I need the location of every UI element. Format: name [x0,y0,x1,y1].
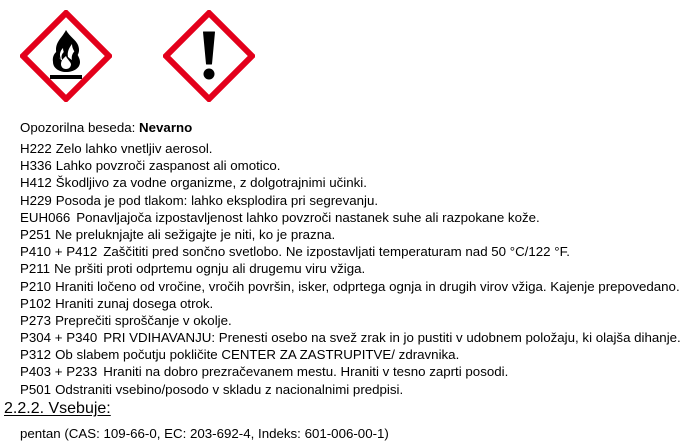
statement-code: P210 [20,278,52,294]
statement-text: PRI VDIHAVANJU: Prenesti osebo na svež zrak in jo pustiti v udobnem položaju, ki olajša dihanje. [103,330,681,346]
signal-word-value: Nevarno [139,120,193,135]
statement-row [20,363,681,380]
statement-code: H412 [20,175,52,191]
hazard-precautionary-statements [20,140,681,398]
statement-code: P403 + P233 [20,364,98,380]
statement-row [20,329,681,346]
statement-text: Škodljivo za vodne organizme, z dolgotrajnimi učinki. [55,175,367,191]
statement-code: P312 [20,347,52,363]
statement-row [20,346,681,363]
statement-text: Zaščititi pred sončno svetlobo. Ne izpostavljati temperaturam nad 50 °C/122 °F. [103,244,570,260]
statement-text: Ob slabem počutju pokličite CENTER ZA ZASTRUPITVE/ zdravnika. [55,347,460,363]
statement-code: H229 [20,192,52,208]
section-heading [4,399,111,419]
statement-text: Hraniti ločeno od vročine, vročih površin, isker, odprtega ognja in drugih virov vžiga. Kajenje prepovedano. [55,278,680,294]
statement-row [20,260,681,277]
statement-code: P102 [20,295,52,311]
statement-text: Preprečiti sproščanje v okolje. [55,312,232,328]
statement-text: Posoda je pod tlakom: lahko eksplodira pri segrevanju. [55,192,379,208]
statement-code: P501 [20,381,52,397]
statement-row [20,312,681,329]
statement-code: P304 + P340 [20,330,98,346]
statement-text: Zelo lahko vnetljiv aerosol. [55,141,213,156]
statement-row [20,140,681,157]
statement-code: H336 [20,158,52,174]
statement-row [20,209,681,226]
statement-row [20,243,681,260]
section-title: 2.2.2. Vsebuje: [4,400,111,417]
exclamation-pictogram-icon [163,10,255,102]
statement-text: Ponavljajoča izpostavljenost lahko povzroči nastanek suhe ali razpokane kože. [76,209,540,225]
statement-code: P410 + P412 [20,244,98,260]
flame-pictogram-icon [20,10,112,102]
statement-text: Ne pršiti proti odprtemu ognju ali drugemu viru vžiga. [54,261,366,277]
statement-code: P211 [20,261,51,277]
statement-text: Hraniti zunaj dosega otrok. [55,295,214,311]
signal-word [20,120,192,136]
statement-text: Hraniti na dobro prezračevanem mestu. Hraniti v tesno zaprti posodi. [103,364,509,380]
statement-text: Lahko povzroči zaspanost ali omotico. [55,158,281,174]
statement-row [20,295,681,312]
statement-row [20,381,681,398]
statement-row [20,192,681,209]
statement-code: EUH066 [20,209,71,225]
statement-row [20,174,681,191]
contains-substance: pentan (CAS: 109-66-0, EC: 203-692-4, Indeks: 601-006-00-1) [20,426,389,441]
statement-row [20,226,681,243]
statement-code: H222 [20,141,52,156]
statement-text: Odstraniti vsebino/posodo v skladu z nacionalnimi predpisi. [55,381,404,397]
statement-row [20,278,681,295]
statement-code: P251 [20,226,52,242]
statement-code: P273 [20,312,52,328]
statement-row [20,157,681,174]
signal-word-label: Opozorilna beseda: [20,120,136,135]
statement-text: Ne preluknjajte ali sežigajte je niti, ko je prazna. [55,226,336,242]
